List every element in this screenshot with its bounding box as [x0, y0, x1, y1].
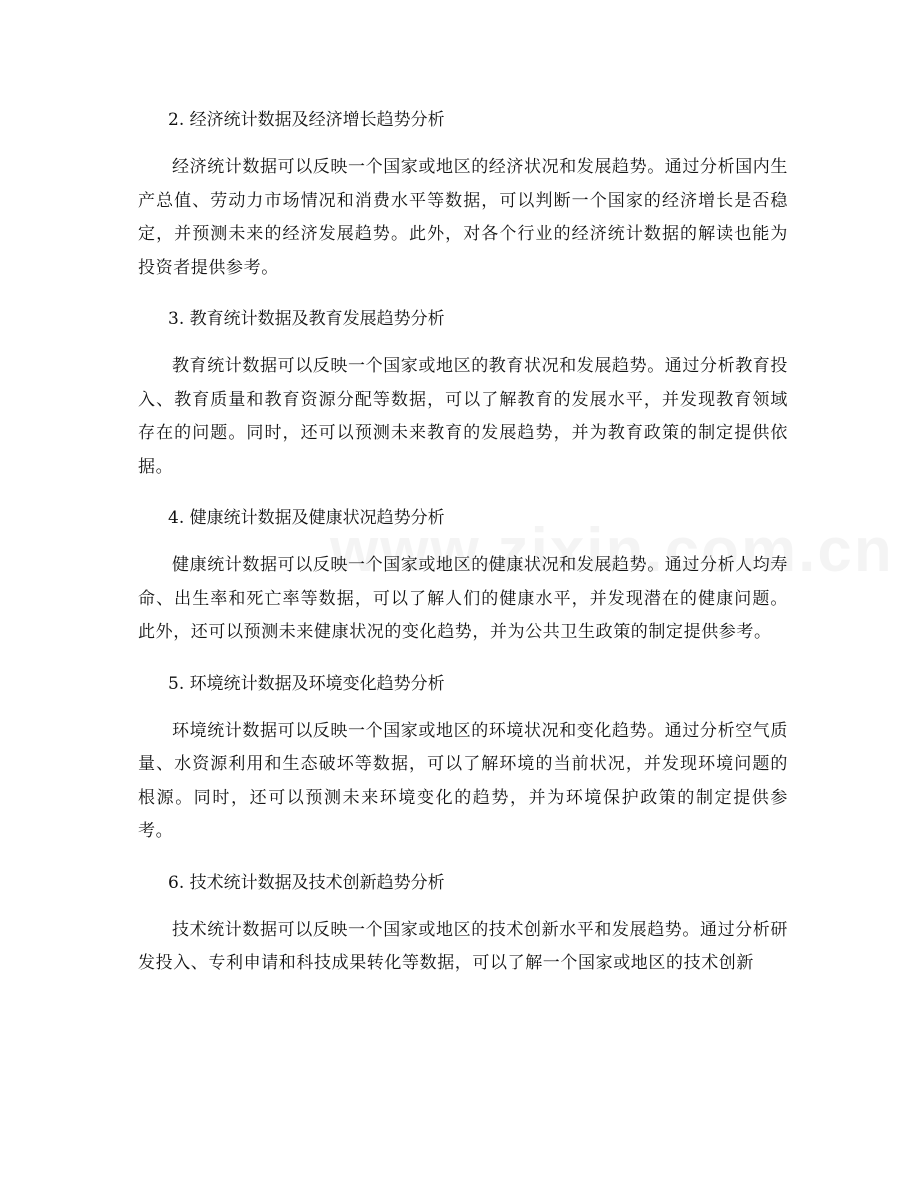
section-paragraph: 教育统计数据可以反映一个国家或地区的教育状况和发展趋势。通过分析教育投入、教育质量和教育资源分配等数据，可以了解教育的发展水平，并发现教育领域存在的问题。同时，还可以预测未来教育的发展趋势，并为教育政策的制定提供依据。: [138, 356, 788, 477]
section-heading: 3. 教育统计数据及教育发展趋势分析: [168, 309, 445, 329]
section-health: [138, 501, 788, 650]
section-education: [138, 302, 788, 484]
section-heading: 4. 健康统计数据及健康状况趋势分析: [168, 508, 445, 528]
section-heading: 6. 技术统计数据及技术创新趋势分析: [168, 872, 445, 893]
section-paragraph: 健康统计数据可以反映一个国家或地区的健康状况和发展趋势。通过分析人均寿命、出生率和死亡率等数据，可以了解人们的健康水平，并发现潜在的健康问题。此外，还可以预测未来健康状况的变化趋势，并为公共卫生政策的制定提供参考。: [138, 555, 788, 642]
section-environment: [138, 667, 788, 849]
section-heading: 2. 经济统计数据及经济增长趋势分析: [168, 110, 445, 130]
section-economy: [138, 103, 788, 285]
document-content: [138, 103, 788, 998]
section-paragraph: 技术统计数据可以反映一个国家或地区的技术创新水平和发展趋势。通过分析研发投入、专利申请和科技成果转化等数据，可以了解一个国家或地区的技术创新: [138, 919, 788, 973]
section-paragraph: 经济统计数据可以反映一个国家或地区的经济状况和发展趋势。通过分析国内生产总值、劳动力市场情况和消费水平等数据，可以判断一个国家的经济增长是否稳定，并预测未来的经济发展趋势。此外，对各个行业的经济统计数据的解读也能为投资者提供参考。: [138, 157, 788, 278]
section-paragraph: 环境统计数据可以反映一个国家或地区的环境状况和变化趋势。通过分析空气质量、水资源利用和生态破坏等数据，可以了解环境的当前状况，并发现环境问题的根源。同时，还可以预测未来环境变化的趋势，并为环境保护政策的制定提供参考。: [138, 720, 788, 841]
section-technology: [138, 866, 788, 981]
section-heading: 5. 环境统计数据及环境变化趋势分析: [168, 673, 445, 694]
